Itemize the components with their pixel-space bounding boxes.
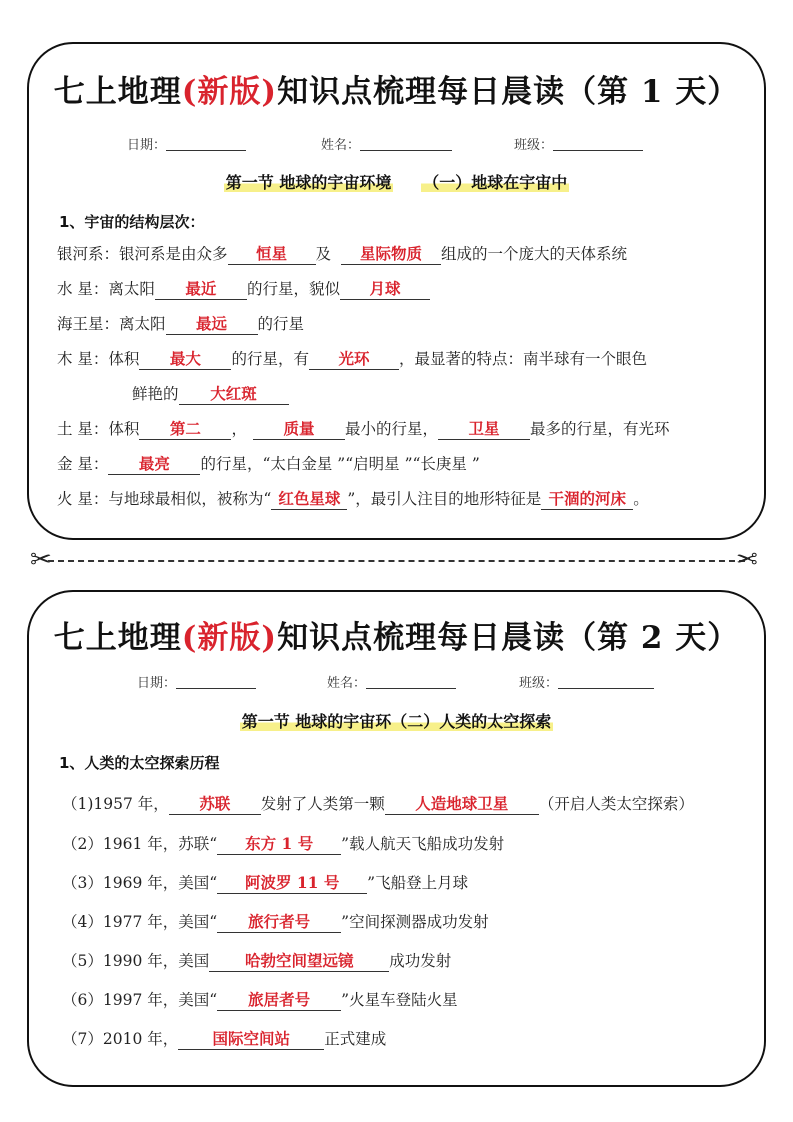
name-field: 姓名：	[327, 672, 456, 691]
card2-title: 七上地理(新版)知识点梳理每日晨读（第 2 天）	[53, 620, 740, 656]
list-item: （1)1957 年， 苏联 发射了人类第一颗 人造地球卫星 （开启人类太空探索）	[62, 794, 694, 813]
class-field: 班级：	[514, 134, 643, 153]
card1-title: 七上地理(新版)知识点梳理每日晨读（第 1 天）	[53, 74, 740, 110]
list-item: （7）2010 年， 国际空间站 正式建成	[62, 1029, 387, 1048]
list-item: （2）1961 年，苏联“ 东方 1 号 ”载人航天飞船成功发射	[62, 834, 505, 853]
name-field: 姓名：	[321, 134, 452, 153]
list-item: 火 星：与地球最相似，被称为“ 红色星球 ”，最引人注目的地形特征是 干涸的河床 。	[57, 489, 649, 508]
section-heading: 第一节 地球的宇宙环境 （一）地球在宇宙中	[225, 173, 568, 192]
list-item: （6）1997 年，美国“ 旅居者号 ”火星车登陆火星	[62, 990, 458, 1009]
cut-line-divider	[48, 560, 745, 562]
date-field: 日期：	[127, 134, 246, 153]
list-item: （5）1990 年，美国 哈勃空间望远镜 成功发射	[62, 951, 452, 970]
class-field: 班级：	[519, 672, 654, 691]
subheading: 1、人类的太空探索历程	[59, 754, 220, 772]
section-heading: 第一节 地球的宇宙环（二）人类的太空探索	[241, 712, 552, 731]
card-day-1	[27, 42, 766, 540]
scissors-icon: ✂	[30, 545, 52, 575]
list-item: 水 星：离太阳 最近 的行星，貌似 月球	[57, 277, 430, 300]
list-item: 海王星：离太阳 最远 的行星	[57, 314, 305, 333]
list-item: 金 星： 最亮 的行星，“太白金星 ”“启明星 ”“长庚星 ”	[57, 454, 480, 473]
list-item: （4）1977 年，美国“ 旅行者号 ”空间探测器成功发射	[62, 912, 489, 931]
list-item: 木 星：体积 最大 的行星，有 光环 ，最显著的特点：南半球有一个眼色	[57, 349, 647, 368]
card-day-2	[27, 590, 766, 1087]
date-field: 日期：	[137, 672, 256, 691]
list-item: （3）1969 年，美国“ 阿波罗 11 号 ”飞船登上月球	[62, 873, 469, 892]
list-item: 土 星：体积 第二 ， 质量 最小的行星， 卫星 最多的行星，有光环	[57, 419, 670, 438]
scissors-icon: ✂	[736, 545, 758, 575]
list-item: 鲜艳的 大红斑	[132, 382, 289, 405]
subheading: 1、宇宙的结构层次：	[59, 213, 205, 231]
list-item: 银河系：银河系是由众多 恒星 及 星际物质 组成的一个庞大的天体系统	[57, 244, 628, 263]
